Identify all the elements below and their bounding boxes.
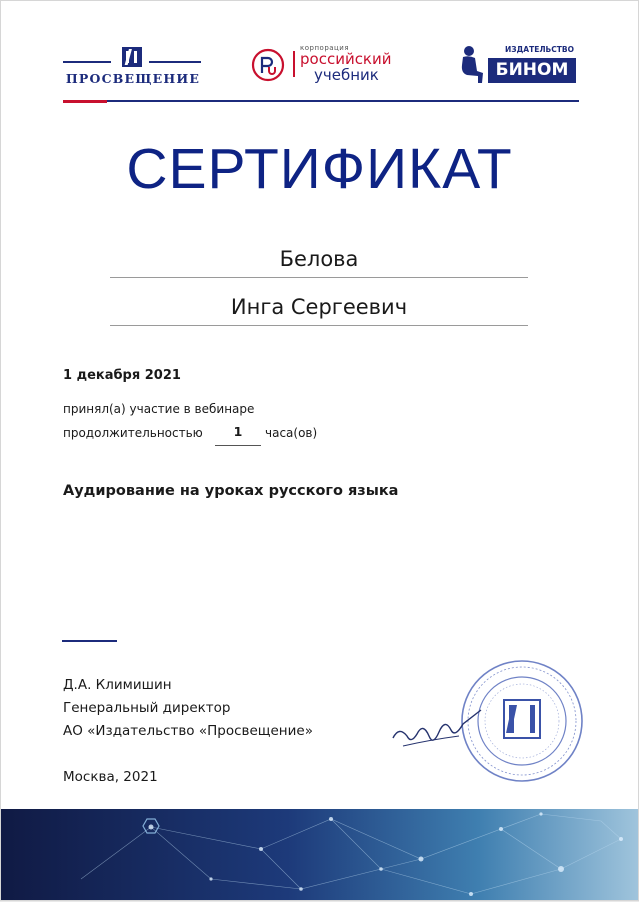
duration-value: 1 — [233, 424, 243, 439]
logo-divider — [293, 51, 295, 77]
header-divider — [63, 100, 579, 102]
logo-binom-small: ИЗДАТЕЛЬСТВО — [505, 45, 574, 54]
signature-divider — [62, 640, 117, 642]
signatory-position: Генеральный директор — [63, 700, 231, 716]
logo-binom — [457, 43, 582, 91]
binom-figure-icon — [457, 45, 487, 85]
header-divider-accent — [63, 100, 107, 103]
recipient-first-middle-name: Инга Сергеевич — [230, 295, 408, 319]
certificate-page — [1, 1, 638, 900]
handwritten-signature — [389, 706, 489, 756]
duration-underline — [215, 445, 261, 446]
logo-line — [63, 61, 111, 63]
event-date: 1 декабря 2021 — [63, 368, 181, 383]
name-underline — [110, 277, 528, 278]
logo-prosveshchenie — [63, 43, 203, 103]
participation-text: принял(а) участие в вебинаре — [63, 402, 255, 416]
duration-unit: часа(ов) — [265, 426, 318, 440]
webinar-title: Аудирование на уроках русского языка — [63, 483, 399, 499]
name-underline — [110, 325, 528, 326]
footer-network-decoration — [1, 809, 638, 900]
logo-ru-line2: учебник — [314, 66, 379, 84]
signatory-organization: АО «Издательство «Просвещение» — [63, 723, 313, 739]
certificate-title: СЕРТИФИКАТ — [126, 137, 513, 201]
logo-ros-uchebnik — [250, 41, 420, 91]
logo-line — [149, 61, 201, 63]
signatory-name: Д.А. Климишин — [63, 677, 172, 693]
logo-prosveshchenie-text: ПРОСВЕЩЕНИЕ — [65, 71, 201, 86]
duration-label: продолжительностью — [63, 426, 203, 440]
logo-ru-line1: российский — [300, 50, 392, 68]
ru-circle-icon — [250, 47, 286, 83]
prosveshchenie-mark-icon — [121, 45, 143, 69]
logo-ru-small: корпорация — [300, 44, 350, 52]
logo-binom-name: БИНОМ — [488, 58, 576, 83]
recipient-last-name: Белова — [279, 247, 359, 271]
place-year: Москва, 2021 — [63, 769, 158, 785]
